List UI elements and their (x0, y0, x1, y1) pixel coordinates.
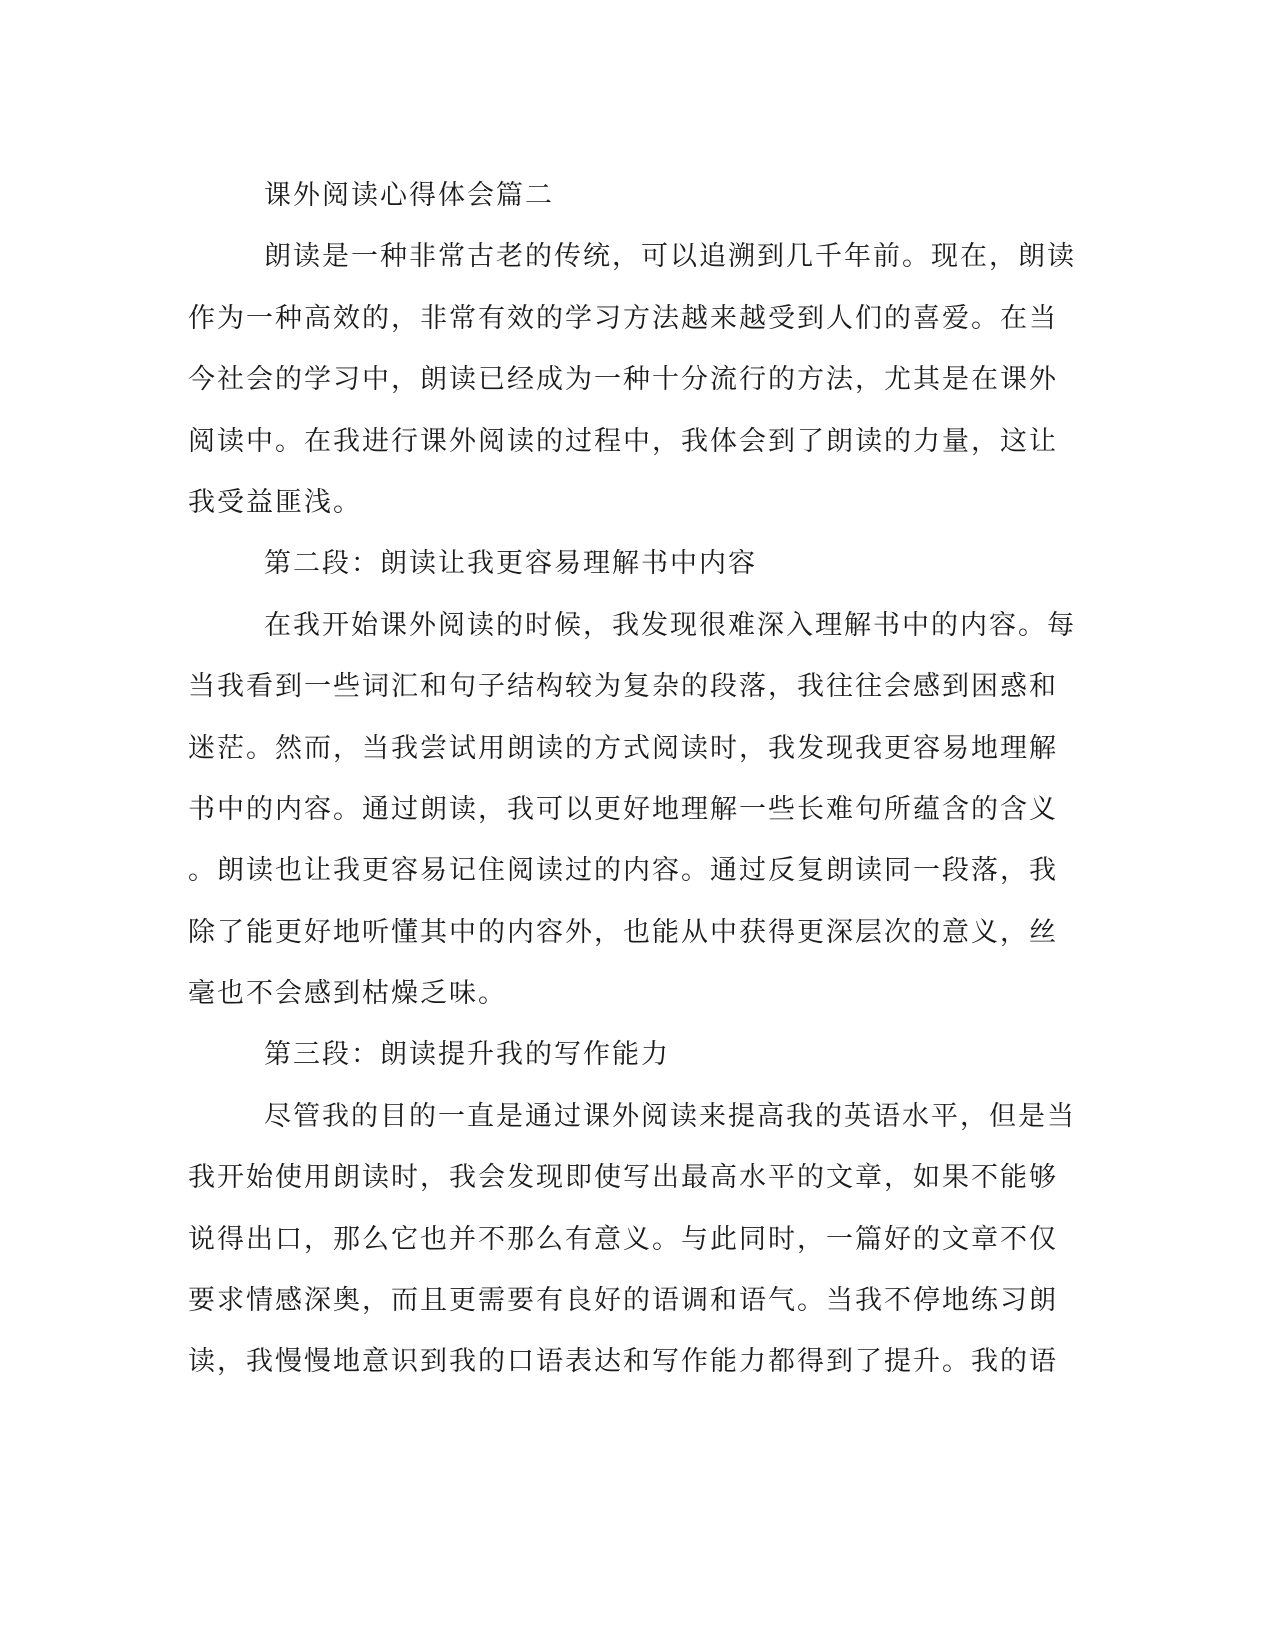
text-line: 第三段：朗读提升我的写作能力 (264, 1039, 670, 1071)
text-line: 作为一种高效的，非常有效的学习方法越来越受到人们的喜爱。在当 (188, 302, 1058, 334)
text-line: 毫也不会感到枯燥乏味。 (188, 978, 507, 1010)
text-line: 阅读中。在我进行课外阅读的过程中，我体会到了朗读的力量，这让 (188, 425, 1058, 457)
text-line: 当我看到一些词汇和句子结构较为复杂的段落，我往往会感到困惑和 (188, 671, 1058, 703)
text-line: 除了能更好地听懂其中的内容外，也能从中获得更深层次的意义，丝 (188, 916, 1058, 948)
text-line: 朗读是一种非常古老的传统，可以追溯到几千年前。现在，朗读 (264, 241, 1076, 273)
text-line: 我受益匪浅。 (188, 486, 362, 518)
text-line: 课外阅读心得体会篇二 (264, 180, 554, 211)
text-line: 尽管我的目的一直是通过课外阅读来提高我的英语水平，但是当 (264, 1100, 1076, 1132)
text-line: 读，我慢慢地意识到我的口语表达和写作能力都得到了提升。我的语 (188, 1346, 1058, 1378)
text-line: 迷茫。然而，当我尝试用朗读的方式阅读时，我发现我更容易地理解 (188, 732, 1058, 764)
text-line: 书中的内容。通过朗读，我可以更好地理解一些长难句所蕴含的含义 (188, 793, 1058, 825)
text-line: 要求情感深奥，而且更需要有良好的语调和语气。当我不停地练习朗 (188, 1285, 1058, 1317)
text-line: 在我开始课外阅读的时候，我发现很难深入理解书中的内容。每 (264, 609, 1076, 641)
text-line: 第二段：朗读让我更容易理解书中内容 (264, 548, 757, 580)
text-line: 我开始使用朗读时，我会发现即使写出最高水平的文章，如果不能够 (188, 1162, 1058, 1194)
document-body (188, 165, 1076, 1393)
text-line: 。朗读也让我更容易记住阅读过的内容。通过反复朗读同一段落，我 (188, 855, 1058, 887)
text-line: 今社会的学习中，朗读已经成为一种十分流行的方法，尤其是在课外 (188, 364, 1058, 396)
text-line: 说得出口，那么它也并不那么有意义。与此同时，一篇好的文章不仅 (188, 1223, 1058, 1255)
